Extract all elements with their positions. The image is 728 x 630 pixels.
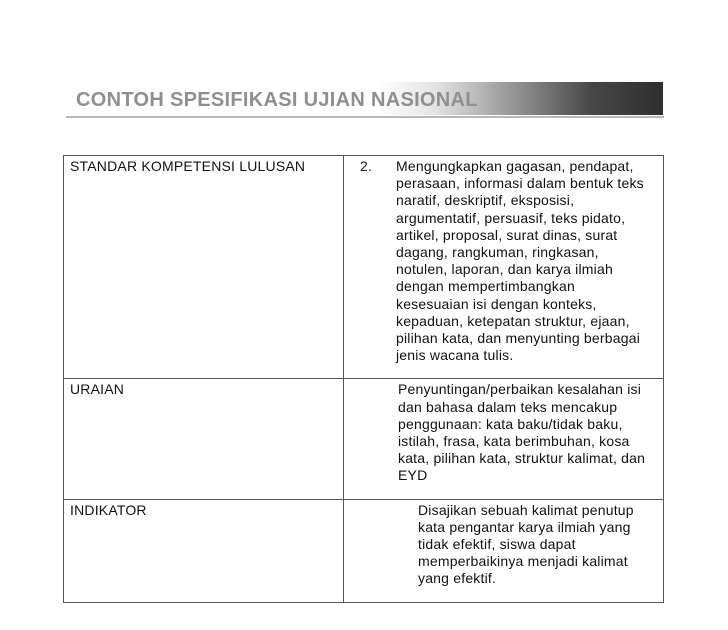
table-row <box>64 379 664 499</box>
row-content <box>344 156 664 379</box>
table-row <box>64 156 664 379</box>
item-text: Mengungkapkan gagasan, pendapat, perasaan, informasi dalam bentuk teks naratif, deskriptif, eksposisi, argumentatif, persuasif, teks pidato, artikel, proposal, surat dinas, surat dagang, rangkuman, ringkasan, notulen, laporan, dan karya ilmiah dengan mempertimbangkan kesesuaian isi dengan konteks, kepaduan, ketepatan struktur, ejaan, pilihan kata, dan menyunting berbagai jenis wacana tulis. <box>396 158 644 364</box>
row-content <box>344 499 664 602</box>
table-row <box>64 499 664 602</box>
row-content <box>344 379 664 499</box>
section-banner <box>68 82 663 115</box>
title-underline <box>66 116 664 118</box>
item-text: Disajikan sebuah kalimat penutup kata pengantar karya ilmiah yang tidak efektif, siswa dapat memperbaikinya menjadi kalimat yang efektif. <box>418 501 634 587</box>
row-label: URAIAN <box>64 379 344 499</box>
row-label: STANDAR KOMPETENSI LULUSAN <box>64 156 344 379</box>
item-number: 2. <box>360 158 373 174</box>
item-text: Penyuntingan/perbaikan kesalahan isi dan bahasa dalam teks mencakup penggunaan: kata baku/tidak baku, istilah, frasa, kata berimbuhan, kosa kata, pilihan kata, struktur kalimat, dan EYD <box>398 381 646 484</box>
row-label: INDIKATOR <box>64 499 344 602</box>
specification-table <box>63 155 664 603</box>
page-title: CONTOH SPESIFIKASI UJIAN NASIONAL <box>76 89 478 111</box>
